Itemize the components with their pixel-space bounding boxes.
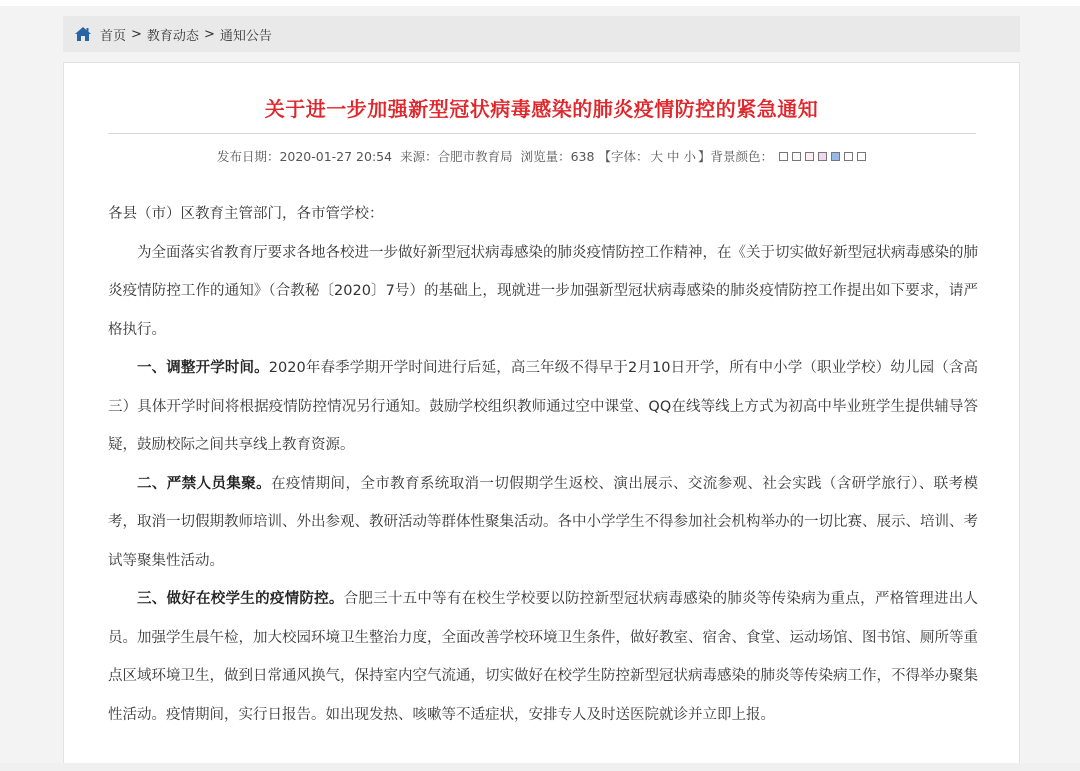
bottom-strip [0, 763, 1080, 771]
background-color-swatches [779, 152, 870, 161]
article-panel [63, 62, 1020, 771]
background-color-swatch-1[interactable] [779, 152, 788, 161]
section-body: 合肥三十五中等有在校生学校要以防控新型冠状病毒感染的肺炎等传染病为重点，严格管理进出人员。加强学生晨午检，加大校园环境卫生整治力度，全面改善学校环境卫生条件，做好教室、宿舍、食堂、运动场馆、图书馆、厕所等重点区域环境卫生，做到日常通风换气，保持室内空气流通，切实做好在校学生防控新型冠状病毒感染的肺炎等传染病工作，不得举办聚集性活动。疫情期间，实行日报告。如出现发热、咳嗽等不适症状，安排专人及时送医院就诊并立即上报。 [108, 591, 978, 723]
article-body [108, 195, 978, 734]
article-meta [64, 147, 1019, 165]
breadcrumb [63, 16, 1020, 52]
title-divider [108, 133, 976, 134]
section-body: 在疫情期间，全市教育系统取消一切假期学生返校、演出展示、交流参观、社会实践（含研学旅行）、联考模考，取消一切假期教师培训、外出参观、教研活动等群体性聚集活动。各中小学学生不得参加社会机构举办的一切比赛、展示、培训、考试等聚集性活动。 [108, 475, 979, 569]
background-color-swatch-5[interactable] [831, 152, 840, 161]
background-color-swatch-2[interactable] [792, 152, 801, 161]
article-source: 来源：合肥市教育局 [400, 149, 513, 164]
section-paragraph-1 [108, 349, 978, 465]
home-icon[interactable] [74, 26, 92, 42]
section-heading: 一、调整开学时间。 [137, 360, 269, 376]
section-paragraph-2 [108, 465, 978, 581]
font-size-medium-button[interactable]: 中 [666, 149, 680, 164]
section-heading: 三、做好在校学生的疫情防控。 [137, 591, 344, 607]
breadcrumb-home-link[interactable]: 首页 [100, 28, 127, 44]
background-color-swatch-7[interactable] [857, 152, 866, 161]
section-paragraph-3 [108, 580, 978, 734]
font-size-large-button[interactable]: 大 [650, 149, 663, 164]
article-title: 关于进一步加强新型冠状病毒感染的肺炎疫情防控的紧急通知 [264, 97, 819, 121]
breadcrumb-current-link[interactable]: 通知公告 [219, 28, 272, 44]
salutation: 各县（市）区教育主管部门，各市管学校： [108, 206, 384, 222]
background-color-label: 背景颜色： [710, 149, 774, 164]
background-color-swatch-3[interactable] [805, 152, 814, 161]
section-heading: 二、严禁人员集聚。 [137, 475, 271, 492]
section-body: 2020年春季学期开学时间进行后延，高三年级不得早于2月10日开学，所有中小学（职业学校）幼儿园（含高三）具体开学时间将根据疫情防控情况另行通知。鼓励学校组织教师通过空中课堂、QQ在线等线上方式为初高中毕业班学生提供辅导答疑，鼓励校际之间共享线上教育资源。 [108, 360, 978, 453]
breadcrumb-section-link[interactable]: 教育动态 [146, 28, 199, 44]
font-size-label-close: 】 [698, 149, 711, 164]
publish-date: 发布日期：2020-01-27 20:54 [216, 149, 393, 164]
intro-paragraph: 为全面落实省教育厅要求各地各校进一步做好新型冠状病毒感染的肺炎疫情防控工作精神，在《关于切实做好新型冠状病毒感染的肺炎疫情防控工作的通知》（合教秘〔2020〕7号）的基础上，现就进一步加强新型冠状病毒感染的肺炎疫情防控工作提出如下要求，请严格执行。 [108, 244, 978, 338]
view-count: 浏览量：638 [520, 149, 595, 164]
background-color-swatch-6[interactable] [844, 152, 853, 161]
background-color-swatch-4[interactable] [818, 152, 827, 161]
font-size-label: 【字体： [598, 149, 649, 164]
breadcrumb-separator: > [203, 26, 215, 42]
breadcrumb-separator: > [131, 26, 142, 42]
font-size-small-button[interactable]: 小 [683, 149, 697, 164]
top-strip [0, 0, 1080, 6]
